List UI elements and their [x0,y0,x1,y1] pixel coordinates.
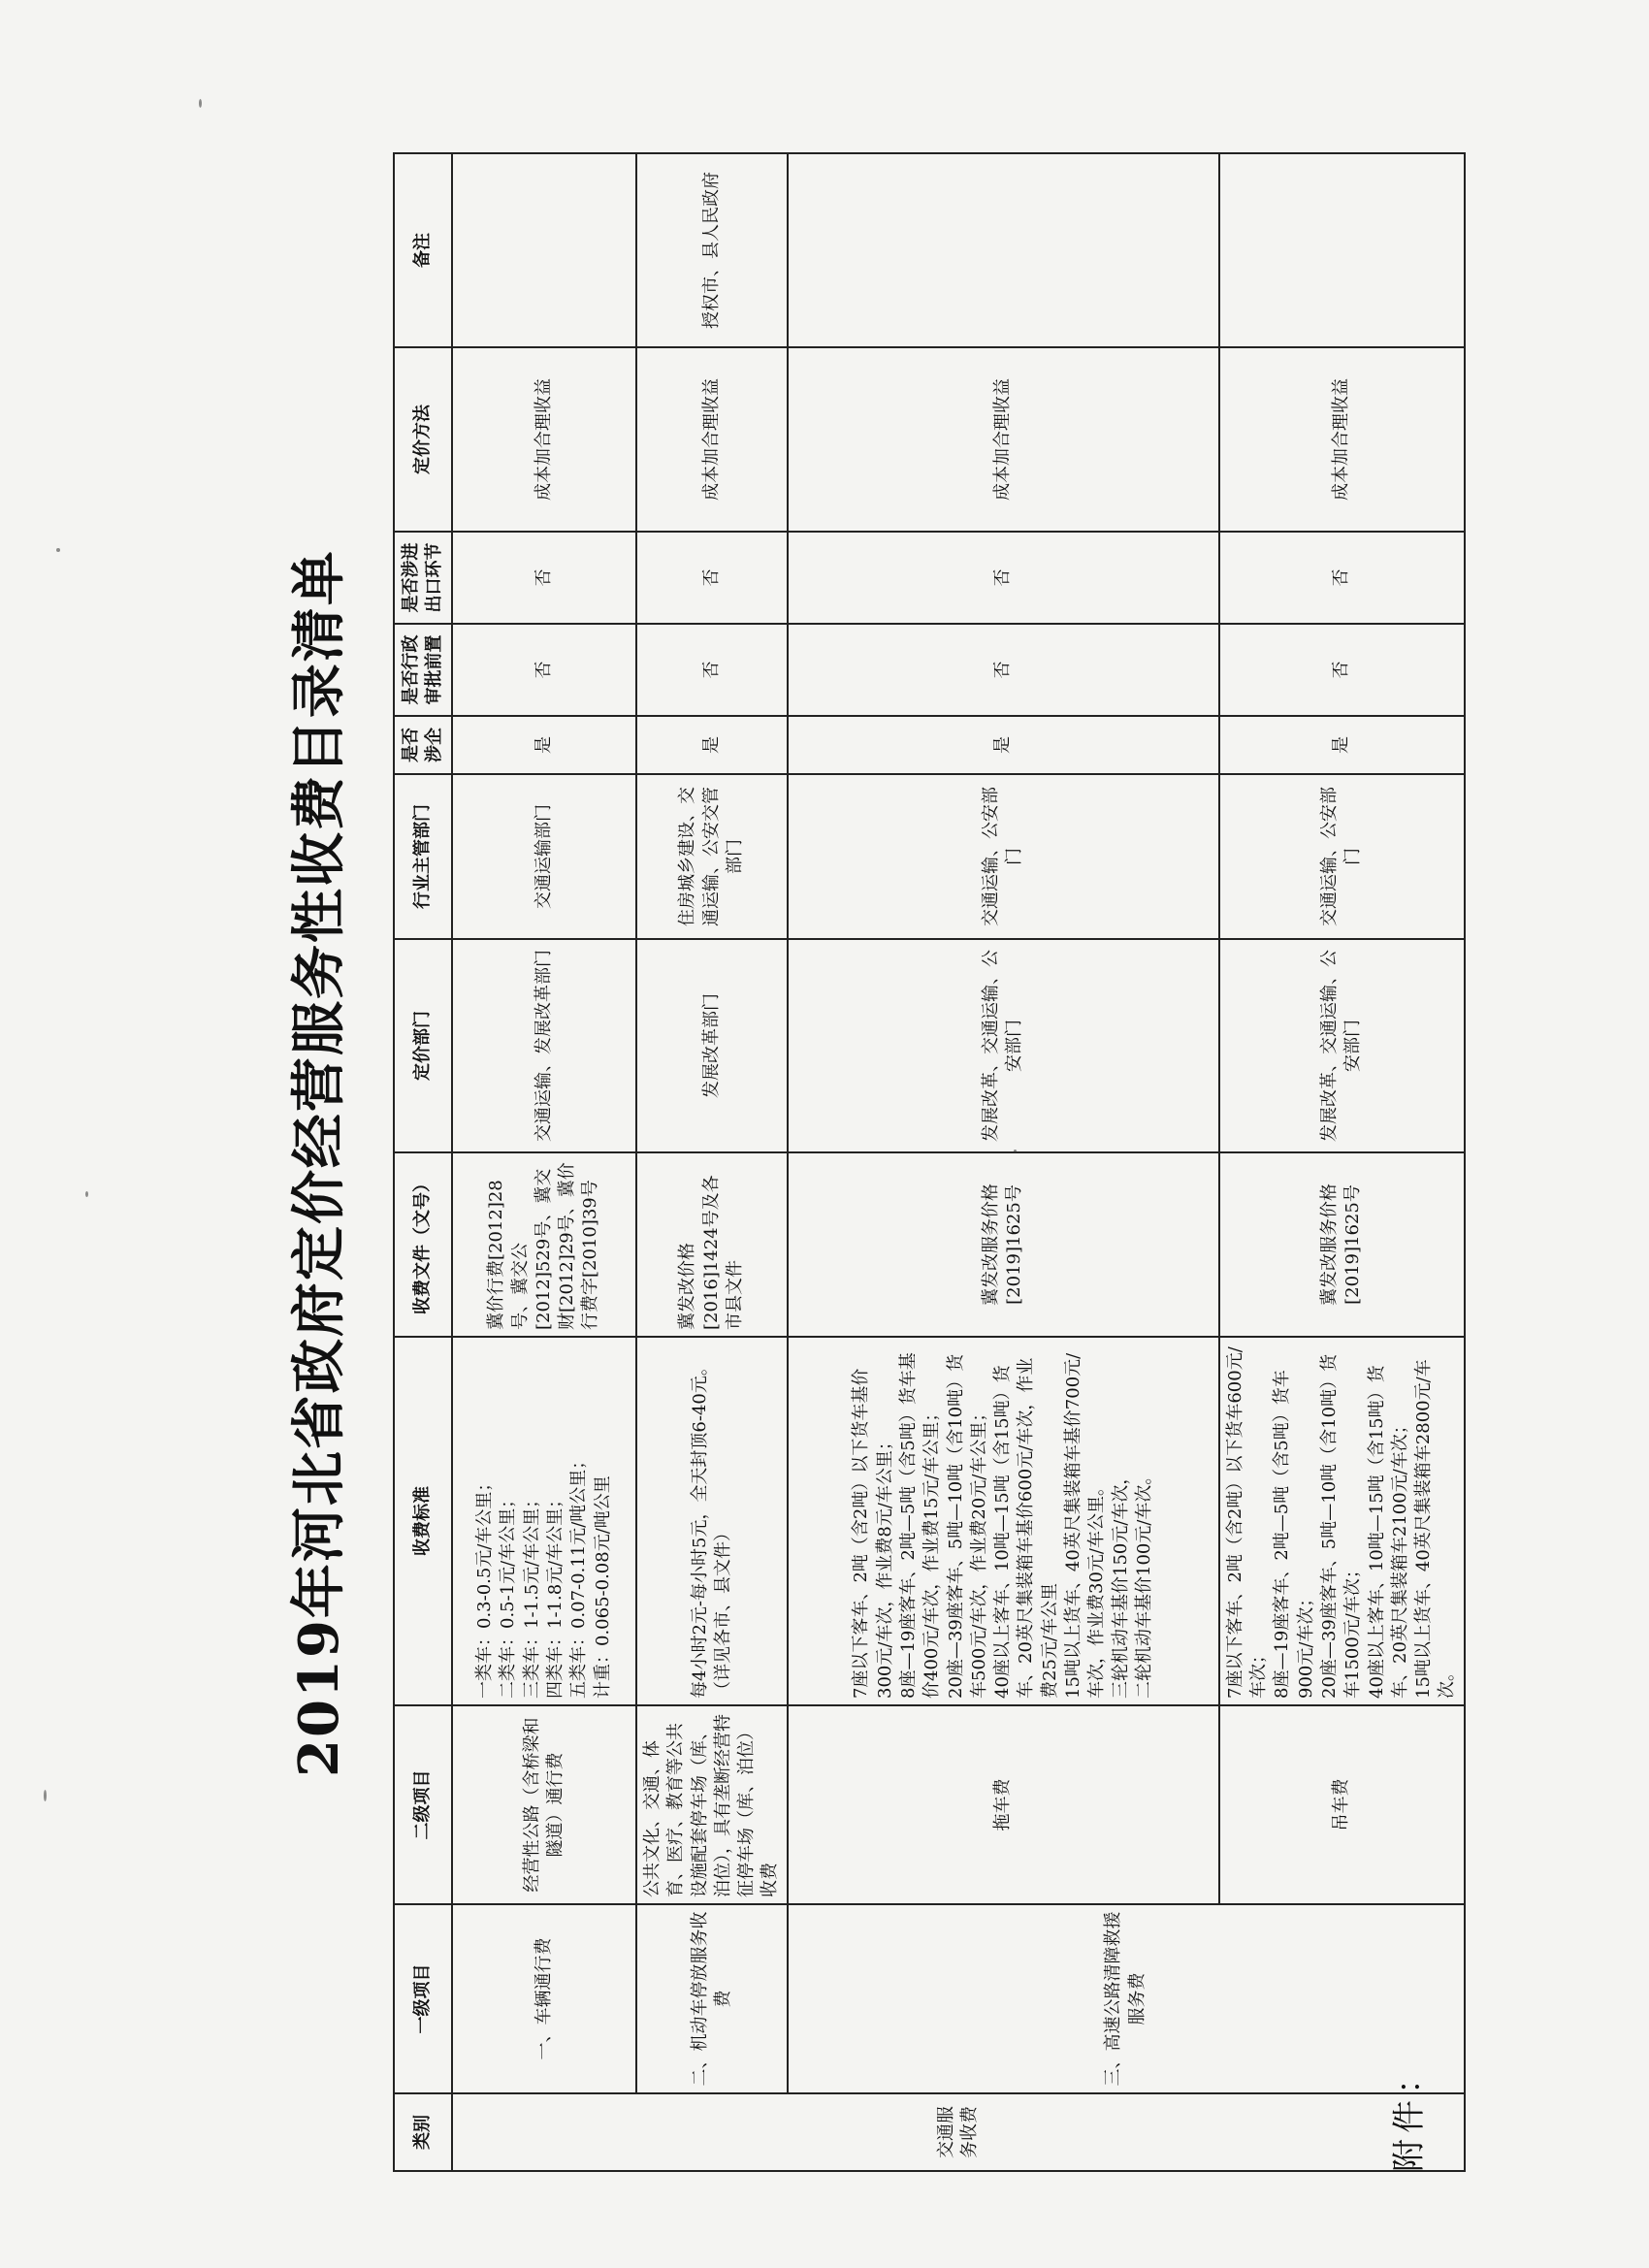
industry-dept-cell: 交通运输、公安部门 [788,774,1219,939]
import-export-cell: 否 [788,532,1219,624]
standard-line: 40座以上客车、10吨—15吨（含15吨）货车、20英尺集装箱车基价600元/车次，作业费25元/车公里 [992,1357,1060,1699]
standard-line: 8座—19座客车、2吨—5吨（含5吨）货车基价400元/车次，作业费15元/车公里； [897,1352,943,1699]
header-industry-dept: 行业主管部门 [394,774,452,939]
scan-speck [56,548,60,552]
level1-cell: 二、机动车停放服务收费 [636,1904,788,2093]
involves-enterprise-cell: 是 [788,716,1219,774]
standard-line: 7座以下客车、2吨（含2吨）以下货车600元/车次； [1224,1346,1270,1699]
header-method: 定价方法 [394,347,452,532]
header-involves-enterprise: 是否涉企 [394,716,452,774]
header-level1: 一级项目 [394,1904,452,2093]
standard-line: 四类车：1-1.8元/车公里； [545,1490,566,1699]
standard-cell [788,1337,1219,1705]
import-export-cell: 否 [452,532,636,624]
remark-cell [1219,153,1465,347]
method-cell: 成本加合理收益 [636,347,788,532]
standard-line: 8座—19座客车、2吨—5吨（含5吨）货车900元/车次； [1272,1370,1316,1699]
header-standard: 收费标准 [394,1337,452,1705]
industry-dept-cell: 交通运输、公安部门 [1219,774,1465,939]
level2-cell: 公共文化、交通、体育、医疗、教育等公共设施配套停车场（库、泊位），具有垄断经营特征停车场（库、泊位）收费 [636,1705,788,1904]
level2-cell: 吊车费 [1219,1705,1465,1904]
standard-line: 三类车：1-1.5元/车公里； [521,1490,542,1699]
standard-cell [452,1337,636,1705]
header-row [394,153,452,2171]
standard-cell [1219,1337,1465,1705]
category-cell: 交通服务收费 [452,2093,1465,2171]
industry-dept-cell: 交通运输部门 [452,774,636,939]
admin-approval-cell: 否 [1219,624,1465,716]
standard-line: 7座以下客车、2吨（含2吨）以下货车基价300元/车次，作业费8元/车公里； [851,1368,895,1699]
admin-approval-cell: 否 [636,624,788,716]
attachment-label: 附件： [1390,2056,1429,2172]
standard-line: 40座以上客车、10吨—15吨（含15吨）货车、20英尺集装箱车2100元/车次； [1366,1365,1410,1699]
admin-approval-cell: 否 [788,624,1219,716]
industry-dept-cell: 住房城乡建设、交通运输、公安交管部门 [636,774,788,939]
admin-approval-cell: 否 [452,624,636,716]
import-export-cell: 否 [1219,532,1465,624]
scan-speck [1014,1150,1017,1152]
standard-line: 一类车：0.3-0.5元/车公里； [474,1474,496,1699]
standard-line: 五类车：0.07-0.11元/吨公里； [568,1451,590,1699]
document-cell: 冀价行费[2012]28号、冀交公[2012]529号、冀交财[2012]29号、冀价行费字[2010]39号 [452,1152,636,1337]
rotated-sheet [204,154,1458,2172]
remark-cell [788,153,1219,347]
method-cell: 成本加合理收益 [1219,347,1465,532]
involves-enterprise-cell: 是 [1219,716,1465,774]
standard-line: 15吨以上货车、40英尺集装箱车2800元/车次。 [1413,1359,1458,1699]
document-cell: 冀发改价格[2016]1424号及各市县文件 [636,1152,788,1337]
level1-cell: 一、车辆通行费 [452,1904,636,2093]
pricing-dept-cell: 交通运输、发展改革部门 [452,939,636,1152]
header-import-export: 是否涉进出口环节 [394,532,452,624]
pricing-dept-cell: 发展改革、交通运输、公安部门 [788,939,1219,1152]
import-export-cell: 否 [636,532,788,624]
scan-speck [85,1191,88,1197]
table-row [788,153,1219,2171]
document-cell: 冀发改服务价格[2019]1625号 [788,1152,1219,1337]
standard-line: 20座—39座客车、5吨—10吨（含10吨）货车1500元/车次； [1318,1353,1364,1699]
table-row [636,153,788,2171]
standard-line: （详见各市、县文件） [712,1524,733,1699]
level2-cell: 经营性公路（含桥梁和隧道）通行费 [452,1705,636,1904]
method-cell: 成本加合理收益 [788,347,1219,532]
standard-line: 20座—39座客车、5吨—10吨（含10吨）货车500元/车次，作业费20元/车公里； [945,1353,989,1699]
fee-catalog-table [393,152,1466,2172]
standard-line: 每4小时2元-每小时5元，全天封顶6-40元。 [689,1358,710,1699]
header-admin-approval: 是否行政审批前置 [394,624,452,716]
scan-speck [199,99,202,108]
involves-enterprise-cell: 是 [452,716,636,774]
standard-line: 计重：0.065-0.08元/吨公里 [592,1475,613,1699]
pricing-dept-cell: 发展改革、交通运输、公安部门 [1219,939,1465,1152]
header-document: 收费文件（文号） [394,1152,452,1337]
scan-speck [44,1790,47,1801]
table-row [1219,153,1465,2171]
standard-cell [636,1337,788,1705]
header-category: 类别 [394,2093,452,2171]
level1-cell: 三、高速公路清障救援服务费 [788,1904,1465,2093]
remark-cell [452,153,636,347]
header-level2: 二级项目 [394,1705,452,1904]
standard-line: 15吨以上货车、40英尺集装箱车基价700元/车次，作业费30元/车公里。 [1063,1352,1108,1699]
header-remark: 备注 [394,153,452,347]
level2-cell: 拖车费 [788,1705,1219,1904]
method-cell: 成本加合理收益 [452,347,636,532]
standard-line: 二类车：0.5-1元/车公里； [498,1490,519,1699]
table-row [452,153,636,2171]
pricing-dept-cell: 发展改革部门 [636,939,788,1152]
document-cell: 冀发改服务价格[2019]1625号 [1219,1152,1465,1337]
header-pricing-dept: 定价部门 [394,939,452,1152]
remark-cell: 授权市、县人民政府 [636,153,788,347]
standard-line: 三轮机动车基价150元/车次， [1110,1467,1131,1699]
involves-enterprise-cell: 是 [636,716,788,774]
document-title: 2019年河北省政府定价经营服务性收费目录清单 [287,549,351,1777]
standard-line: 二轮机动车基价100元/车次。 [1133,1467,1154,1699]
